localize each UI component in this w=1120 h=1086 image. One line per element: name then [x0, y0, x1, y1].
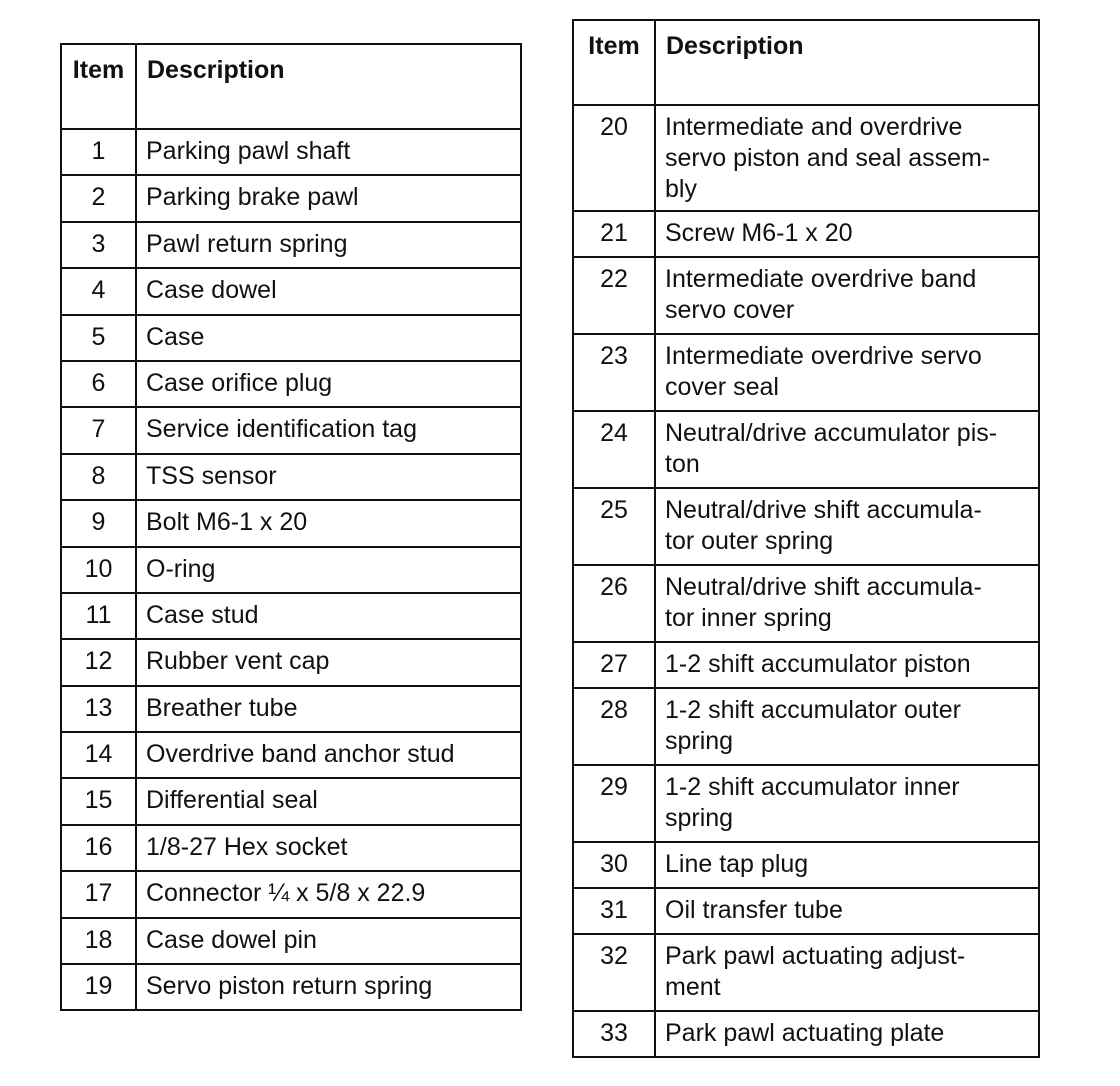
item-description-cell: Intermediate overdrive servo cover seal — [655, 334, 1039, 411]
item-number-cell: 27 — [573, 642, 655, 688]
item-description-cell: Parking pawl shaft — [136, 129, 521, 175]
item-number-cell: 10 — [61, 547, 136, 593]
item-description-cell: Neutral/drive accumulator pis- ton — [655, 411, 1039, 488]
table-row — [61, 639, 521, 685]
table-row — [61, 268, 521, 314]
item-number-cell: 11 — [61, 593, 136, 639]
item-description-cell: Intermediate overdrive band servo cover — [655, 257, 1039, 334]
item-description-cell: TSS sensor — [136, 454, 521, 500]
item-number-cell: 6 — [61, 361, 136, 407]
item-description-cell: Parking brake pawl — [136, 175, 521, 221]
table-row — [573, 411, 1039, 488]
item-number-cell: 2 — [61, 175, 136, 221]
column-header-item: Item — [61, 44, 136, 129]
item-number-cell: 20 — [573, 105, 655, 211]
table-row — [61, 825, 521, 871]
item-number-cell: 8 — [61, 454, 136, 500]
table-row — [61, 686, 521, 732]
column-header-item: Item — [573, 20, 655, 105]
item-description-cell: Connector ¼ x 5/8 x 22.9 — [136, 871, 521, 917]
table-row — [573, 934, 1039, 1011]
item-description-cell: Line tap plug — [655, 842, 1039, 888]
item-description-cell: Differential seal — [136, 778, 521, 824]
table-row — [61, 778, 521, 824]
item-description-cell: 1/8-27 Hex socket — [136, 825, 521, 871]
table-row — [61, 454, 521, 500]
table-row — [573, 334, 1039, 411]
column-header-description: Description — [655, 20, 1039, 105]
item-number-cell: 33 — [573, 1011, 655, 1057]
item-number-cell: 5 — [61, 315, 136, 361]
table-row — [573, 842, 1039, 888]
item-number-cell: 18 — [61, 918, 136, 964]
item-description-cell: Neutral/drive shift accumula- tor outer spring — [655, 488, 1039, 565]
table-row — [61, 129, 521, 175]
table-row — [573, 565, 1039, 642]
table-row — [61, 918, 521, 964]
item-number-cell: 3 — [61, 222, 136, 268]
item-description-cell: Breather tube — [136, 686, 521, 732]
table-row — [61, 732, 521, 778]
item-number-cell: 26 — [573, 565, 655, 642]
item-description-cell: 1-2 shift accumulator outer spring — [655, 688, 1039, 765]
table-row — [61, 315, 521, 361]
item-number-cell: 12 — [61, 639, 136, 685]
item-description-cell: Case — [136, 315, 521, 361]
item-number-cell: 14 — [61, 732, 136, 778]
item-number-cell: 22 — [573, 257, 655, 334]
table-row — [573, 488, 1039, 565]
item-description-cell: Pawl return spring — [136, 222, 521, 268]
item-description-cell: Park pawl actuating adjust- ment — [655, 934, 1039, 1011]
item-description-cell: Servo piston return spring — [136, 964, 521, 1010]
table-row — [573, 211, 1039, 257]
item-number-cell: 7 — [61, 407, 136, 453]
item-number-cell: 21 — [573, 211, 655, 257]
item-number-cell: 28 — [573, 688, 655, 765]
item-number-cell: 32 — [573, 934, 655, 1011]
table-row — [573, 257, 1039, 334]
table-header-row — [61, 44, 521, 129]
table-row — [61, 407, 521, 453]
item-description-cell: Overdrive band anchor stud — [136, 732, 521, 778]
item-description-cell: 1-2 shift accumulator inner spring — [655, 765, 1039, 842]
item-description-cell: Case orifice plug — [136, 361, 521, 407]
item-number-cell: 30 — [573, 842, 655, 888]
item-number-cell: 13 — [61, 686, 136, 732]
table-row — [573, 105, 1039, 211]
table-row — [573, 1011, 1039, 1057]
table-row — [61, 175, 521, 221]
item-number-cell: 25 — [573, 488, 655, 565]
table-row — [573, 765, 1039, 842]
parts-table-right — [572, 19, 1040, 1058]
item-description-cell: Bolt M6-1 x 20 — [136, 500, 521, 546]
table-header-row — [573, 20, 1039, 105]
column-header-description: Description — [136, 44, 521, 129]
item-description-cell: Neutral/drive shift accumula- tor inner spring — [655, 565, 1039, 642]
table-row — [573, 642, 1039, 688]
item-description-cell: O-ring — [136, 547, 521, 593]
item-number-cell: 24 — [573, 411, 655, 488]
table-row — [573, 688, 1039, 765]
table-row — [61, 871, 521, 917]
item-description-cell: Intermediate and overdrive servo piston and seal assem- bly — [655, 105, 1039, 211]
item-number-cell: 4 — [61, 268, 136, 314]
item-number-cell: 23 — [573, 334, 655, 411]
item-description-cell: Oil transfer tube — [655, 888, 1039, 934]
item-number-cell: 9 — [61, 500, 136, 546]
item-number-cell: 31 — [573, 888, 655, 934]
item-number-cell: 29 — [573, 765, 655, 842]
table-row — [61, 547, 521, 593]
item-number-cell: 19 — [61, 964, 136, 1010]
item-description-cell: Screw M6-1 x 20 — [655, 211, 1039, 257]
table-row — [61, 964, 521, 1010]
item-number-cell: 16 — [61, 825, 136, 871]
item-description-cell: Service identification tag — [136, 407, 521, 453]
parts-table-left — [60, 43, 522, 1011]
table-row — [61, 222, 521, 268]
item-description-cell: 1-2 shift accumulator piston — [655, 642, 1039, 688]
item-description-cell: Case dowel pin — [136, 918, 521, 964]
table-row — [61, 593, 521, 639]
table-row — [573, 888, 1039, 934]
item-description-cell: Park pawl actuating plate — [655, 1011, 1039, 1057]
item-number-cell: 15 — [61, 778, 136, 824]
item-number-cell: 1 — [61, 129, 136, 175]
item-description-cell: Case dowel — [136, 268, 521, 314]
table-row — [61, 361, 521, 407]
item-description-cell: Case stud — [136, 593, 521, 639]
item-number-cell: 17 — [61, 871, 136, 917]
item-description-cell: Rubber vent cap — [136, 639, 521, 685]
table-row — [61, 500, 521, 546]
